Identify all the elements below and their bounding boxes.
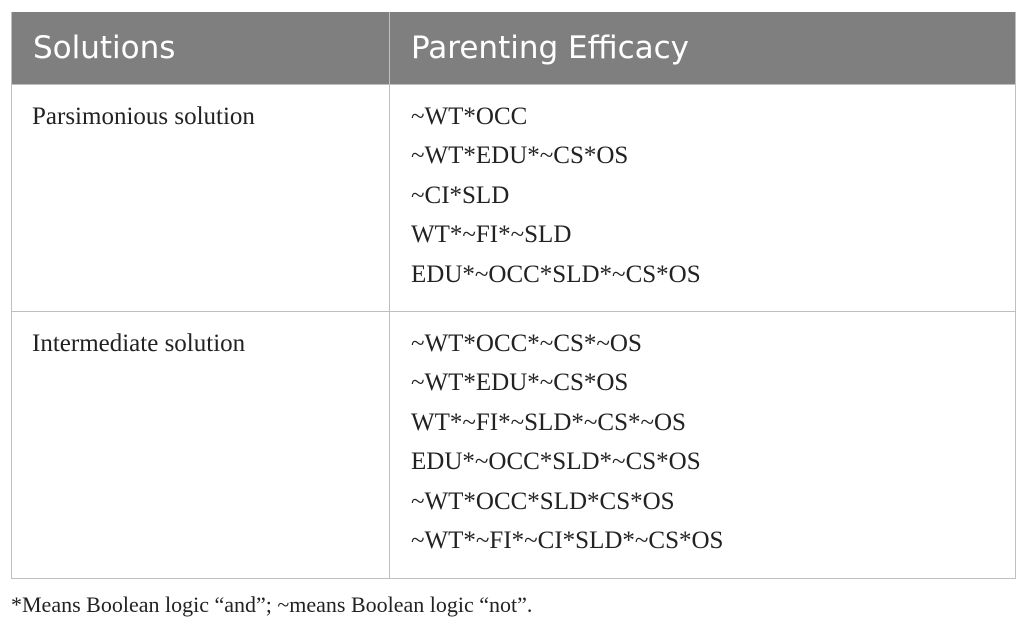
solution-term: ~WT*EDU*~CS*OS bbox=[411, 369, 629, 396]
solution-term: ~WT*EDU*~CS*OS bbox=[411, 142, 629, 169]
solution-term: ~CI*SLD bbox=[411, 181, 510, 209]
header-solutions: Solutions bbox=[12, 12, 390, 84]
solution-term: ~WT*OCC*~CS*~OS bbox=[411, 329, 642, 357]
row-values-intermediate bbox=[390, 311, 1016, 578]
row-values-parsimonious bbox=[390, 84, 1016, 311]
results-table-container bbox=[11, 12, 1015, 579]
row-label-intermediate: Intermediate solution bbox=[12, 311, 390, 578]
table-row-parsimonious bbox=[12, 84, 1016, 311]
solution-term: WT*~FI*~SLD*~CS*~OS bbox=[411, 408, 686, 436]
solution-term: ~WT*~FI*~CI*SLD*~CS*OS bbox=[411, 527, 724, 554]
solution-term: WT*~FI*~SLD bbox=[411, 221, 572, 248]
solutions-table bbox=[11, 12, 1016, 579]
solution-term: ~WT*OCC bbox=[411, 102, 528, 130]
header-parenting-efficacy: Parenting Efficacy bbox=[390, 12, 1016, 84]
solution-term: ~WT*OCC*SLD*CS*OS bbox=[411, 487, 675, 515]
solution-term: EDU*~OCC*SLD*~CS*OS bbox=[411, 448, 701, 475]
table-row-intermediate bbox=[12, 311, 1016, 578]
row-label-parsimonious: Parsimonious solution bbox=[12, 84, 390, 311]
table-footnote: *Means Boolean logic “and”; ~means Boolean logic “not”. bbox=[11, 592, 533, 617]
table-header-row bbox=[12, 12, 1016, 84]
solution-term: EDU*~OCC*SLD*~CS*OS bbox=[411, 260, 701, 288]
